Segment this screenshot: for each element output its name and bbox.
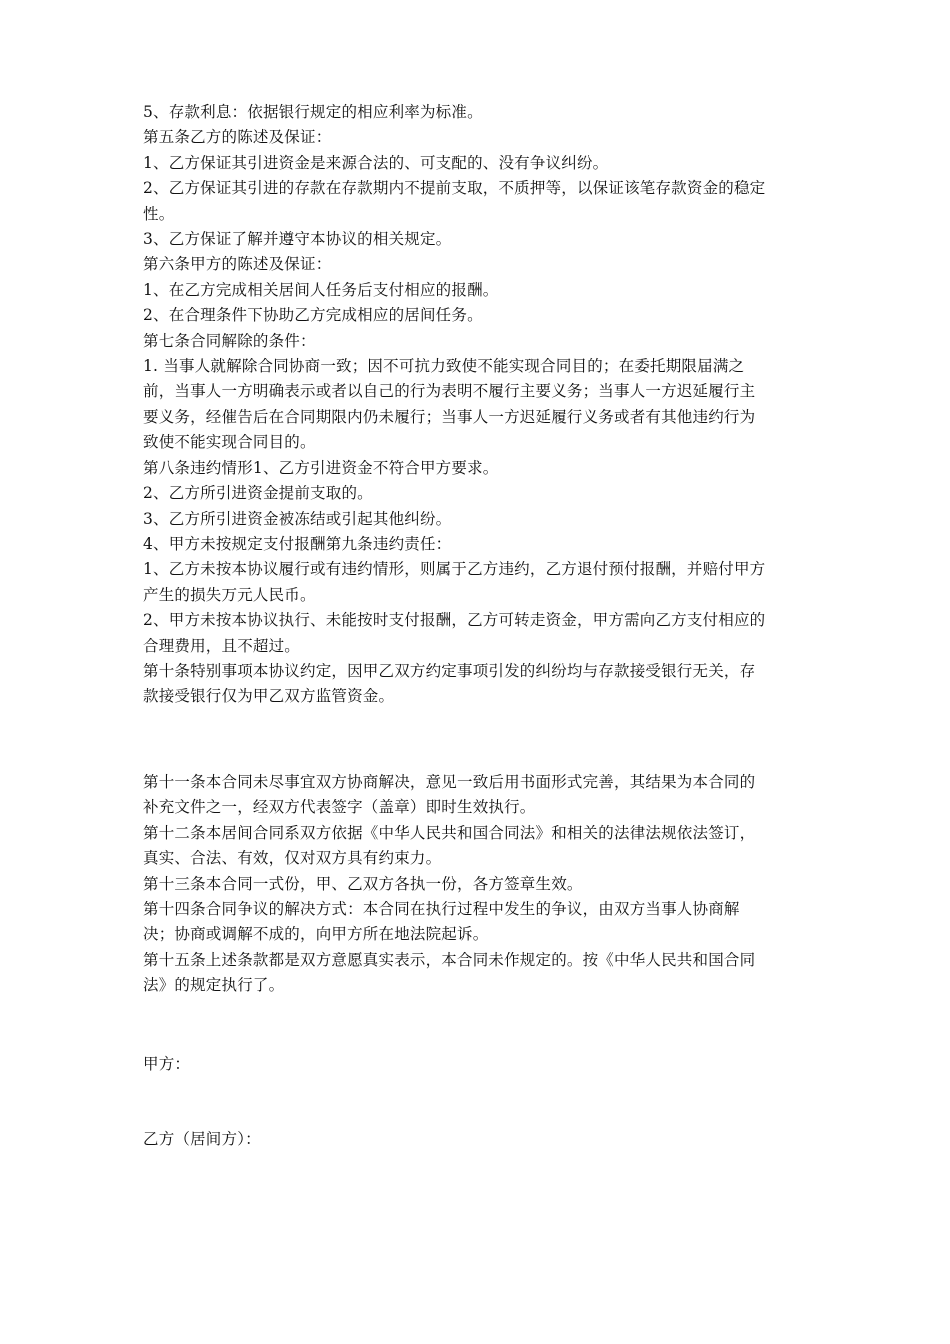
text-line: 5、存款利息：依据银行规定的相应利率为标准。 xyxy=(143,103,483,121)
text-line: 4、甲方未按规定支付报酬第九条违约责任： xyxy=(143,534,452,553)
text-line: 第十一条本合同未尽事宜双方协商解决，意见一致后用书面形式完善，其结果为本合同的 xyxy=(143,773,756,791)
contract-clauses-part-2 xyxy=(143,770,825,999)
text-line: 第五条乙方的陈述及保证： xyxy=(143,128,332,147)
text-line: 第十条特别事项本协议约定，因甲乙双方约定事项引发的纠纷均与存款接受银行无关，存 xyxy=(143,661,756,680)
text-line: 2、在合理条件下协助乙方完成相应的居间任务。 xyxy=(143,306,483,325)
text-line: 1、乙方保证其引进资金是来源合法的、可支配的、没有争议纠纷。 xyxy=(143,153,609,172)
text-line: 2、乙方所引进资金提前支取的。 xyxy=(143,484,373,503)
text-line: 第十二条本居间合同系双方依据《中华人民共和国合同法》和相关的法律法规依法签订， xyxy=(143,823,756,842)
text-line: 性。 xyxy=(143,204,175,223)
text-line: 1、在乙方完成相关居间人任务后支付相应的报酬。 xyxy=(143,280,499,299)
text-line: 第八条违约情形1、乙方引进资金不符合甲方要求。 xyxy=(143,458,499,477)
text-line: 款接受银行仅为甲乙双方监管资金。 xyxy=(143,687,395,706)
text-line: 合理费用，且不超过。 xyxy=(143,636,301,655)
text-line: 产生的损失万元人民币。 xyxy=(143,585,316,604)
text-line: 2、乙方保证其引进的存款在存款期内不提前支取，不质押等，以保证该笔存款资金的稳定 xyxy=(143,179,766,198)
text-line: 1、乙方未按本协议履行或有违约情形，则属于乙方违约，乙方退付预付报酬，并赔付甲方 xyxy=(143,560,766,579)
text-line: 要义务，经催告后在合同期限内仍未履行；当事人一方迟延履行义务或者有其他违约行为 xyxy=(143,407,756,426)
text-line: 第十四条合同争议的解决方式：本合同在执行过程中发生的争议，由双方当事人协商解 xyxy=(143,900,740,919)
party-b-signature-label: 乙方（居间方）： xyxy=(143,1130,261,1148)
text-line: 决；协商或调解不成的，向甲方所在地法院起诉。 xyxy=(143,925,489,944)
text-line: 第十三条本合同一式份，甲、乙双方各执一份，各方签章生效。 xyxy=(143,874,583,893)
text-line: 法》的规定执行了。 xyxy=(143,976,285,995)
text-line: 第六条甲方的陈述及保证： xyxy=(143,255,332,274)
text-line: 前，当事人一方明确表示或者以自己的行为表明不履行主要义务；当事人一方迟延履行主 xyxy=(143,382,756,401)
text-line: 3、乙方保证了解并遵守本协议的相关规定。 xyxy=(143,230,452,249)
text-line: 3、乙方所引进资金被冻结或引起其他纠纷。 xyxy=(143,509,452,528)
text-line: 真实、合法、有效，仅对双方具有约束力。 xyxy=(143,849,442,868)
text-line: 第十五条上述条款都是双方意愿真实表示，本合同未作规定的。按《中华人民共和国合同 xyxy=(143,950,756,969)
text-line: 2、甲方未按本协议执行、未能按时支付报酬，乙方可转走资金，甲方需向乙方支付相应的 xyxy=(143,611,766,630)
contract-clauses-part-1 xyxy=(143,100,825,710)
party-a-signature-label: 甲方： xyxy=(143,1055,191,1073)
text-line: 致使不能实现合同目的。 xyxy=(143,433,316,452)
text-line: 补充文件之一，经双方代表签字（盖章）即时生效执行。 xyxy=(143,798,536,817)
text-line: 1. 当事人就解除合同协商一致；因不可抗力致使不能实现合同目的；在委托期限届满之 xyxy=(143,357,745,376)
text-line: 第七条合同解除的条件： xyxy=(143,331,316,350)
